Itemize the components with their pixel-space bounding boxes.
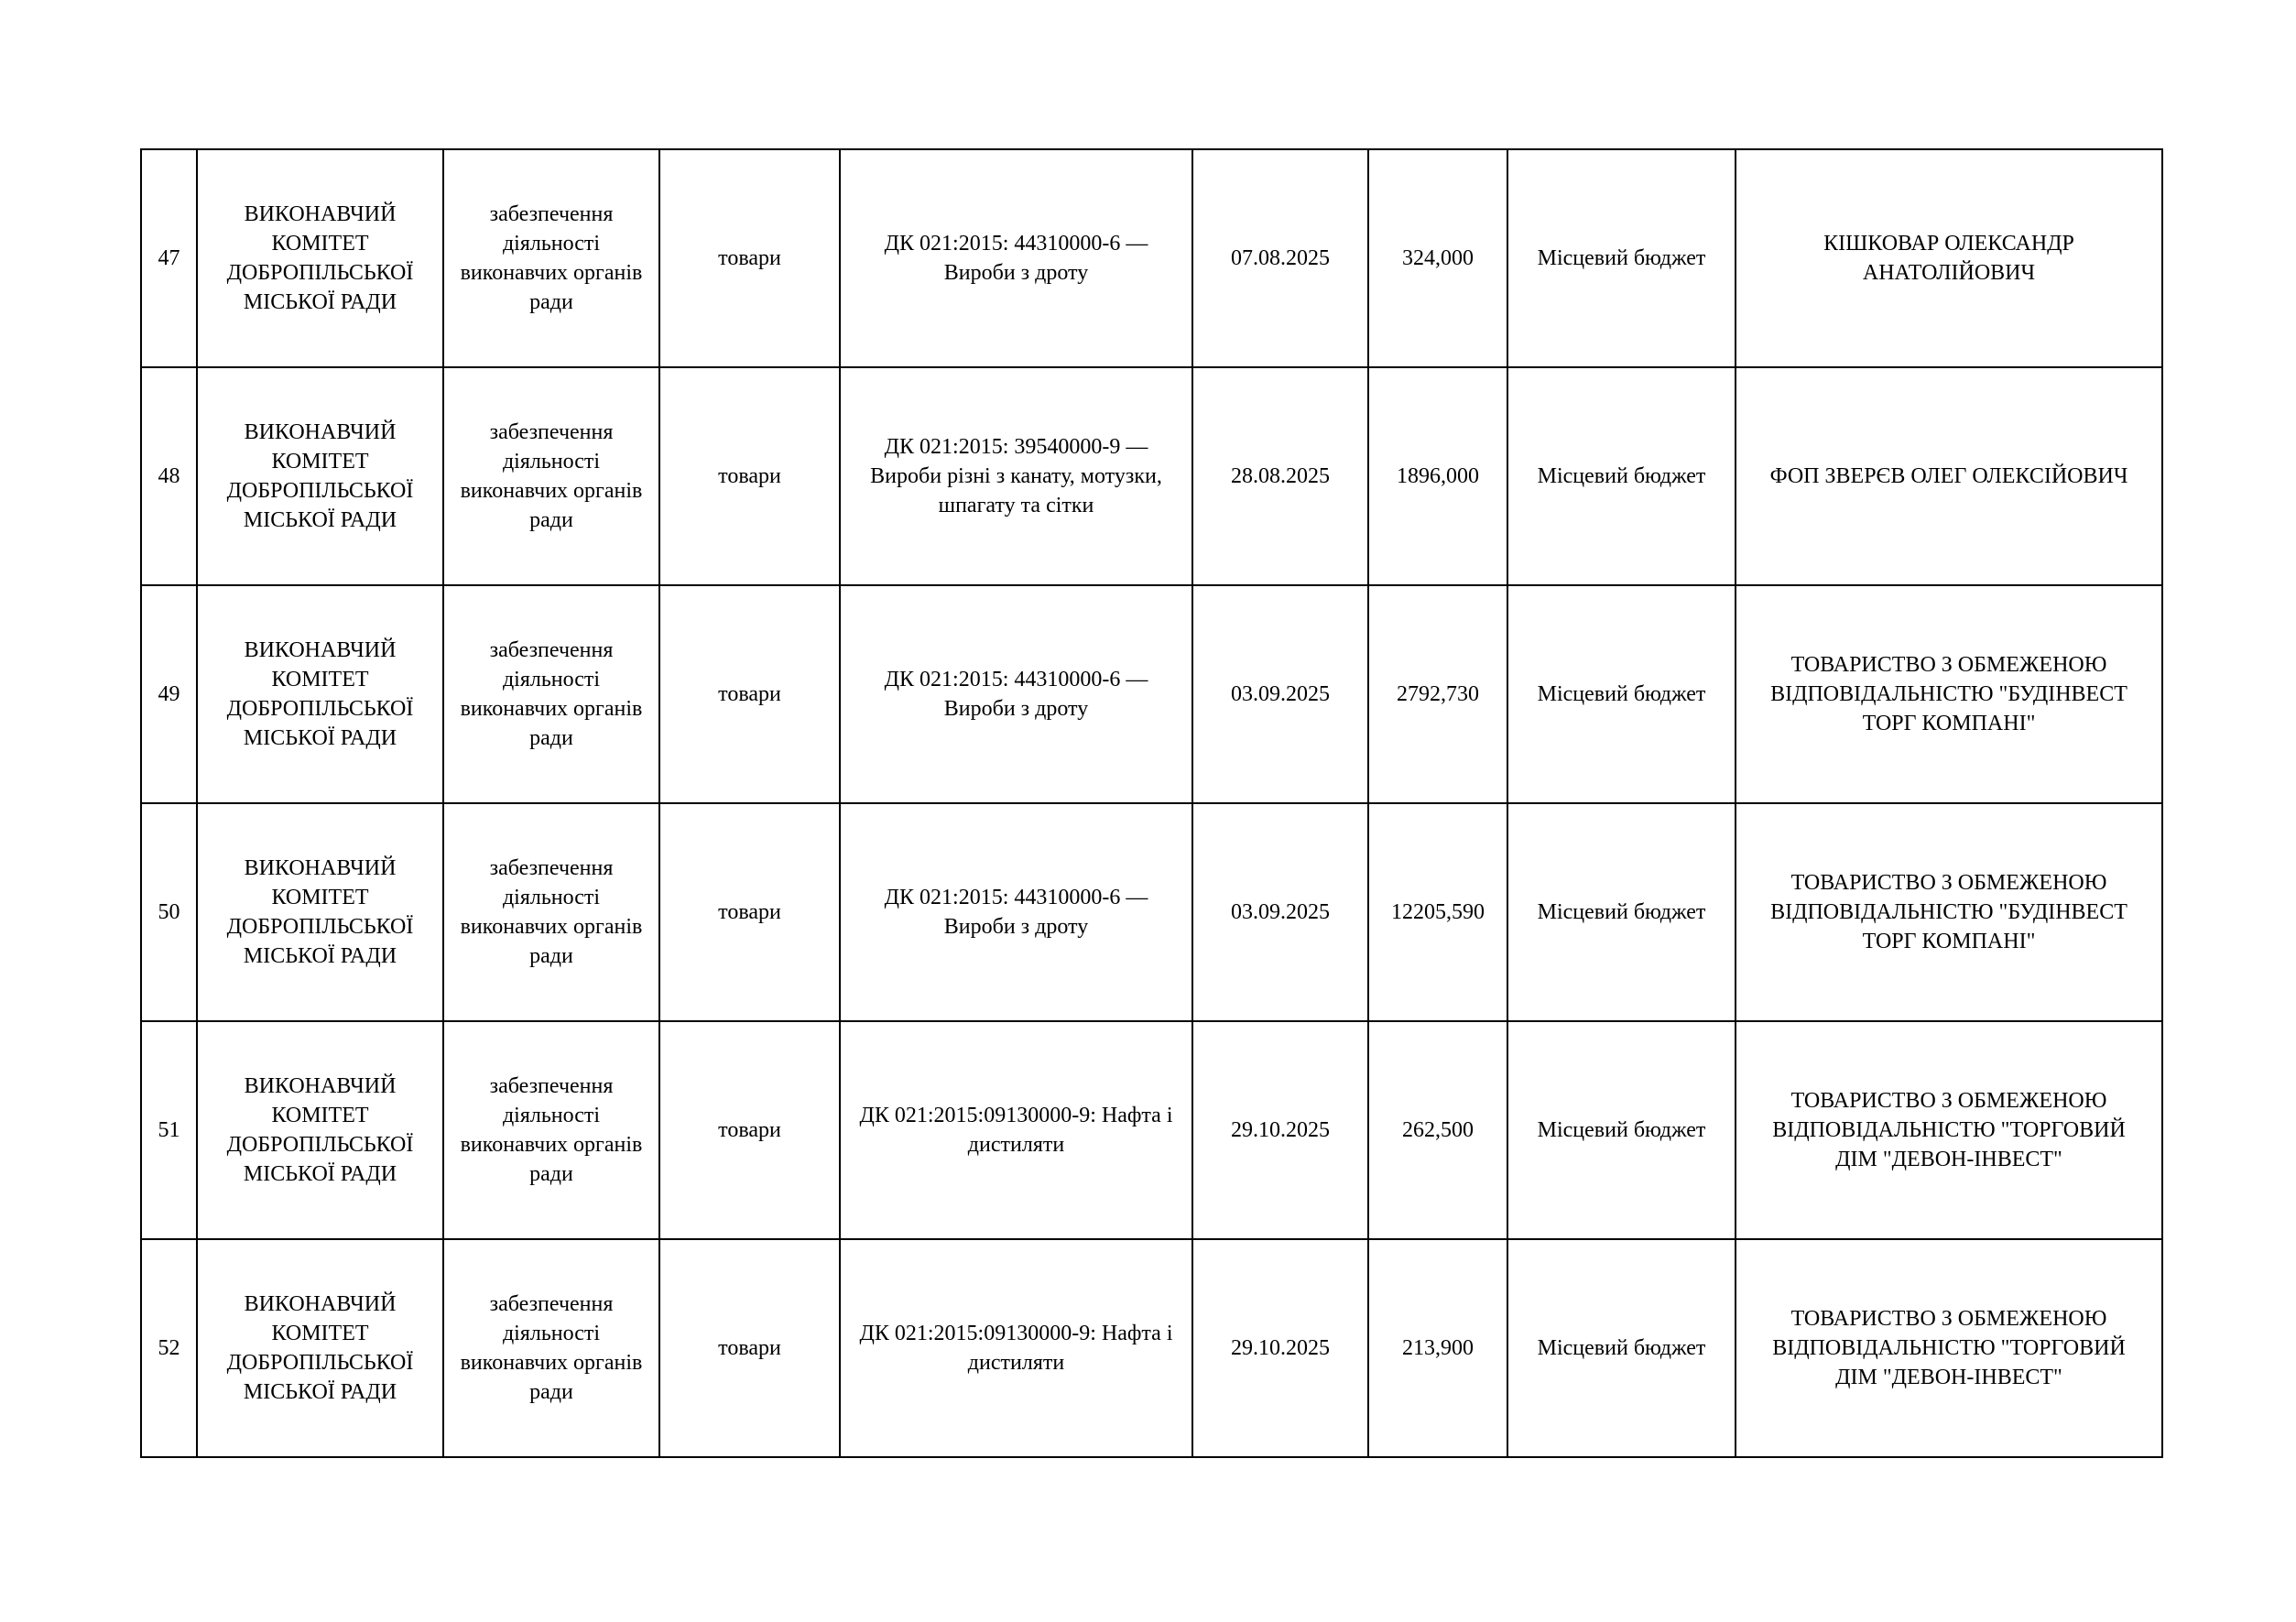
- funding-source-cell: Місцевий бюджет: [1507, 149, 1736, 367]
- subject-code-cell: ДК 021:2015:09130000-9: Нафта і дистиляти: [840, 1239, 1192, 1457]
- supplier-cell: КІШКОВАР ОЛЕКСАНДР АНАТОЛІЙОВИЧ: [1736, 149, 2162, 367]
- supplier-cell: ТОВАРИСТВО З ОБМЕЖЕНОЮ ВІДПОВІДАЛЬНІСТЮ "ТОРГОВИЙ ДІМ "ДЕВОН-ІНВЕСТ": [1736, 1021, 2162, 1239]
- amount-cell: 12205,590: [1368, 803, 1507, 1021]
- procurement-type-cell: товари: [659, 149, 840, 367]
- table-row: [141, 585, 2162, 803]
- table-row: [141, 803, 2162, 1021]
- subject-code-cell: ДК 021:2015: 44310000-6 — Вироби з дроту: [840, 149, 1192, 367]
- supplier-cell: ТОВАРИСТВО З ОБМЕЖЕНОЮ ВІДПОВІДАЛЬНІСТЮ "БУДІНВЕСТ ТОРГ КОМПАНІ": [1736, 803, 2162, 1021]
- subject-code-cell: ДК 021:2015:09130000-9: Нафта і дистиляти: [840, 1021, 1192, 1239]
- procurement-type-cell: товари: [659, 1239, 840, 1457]
- row-number-cell: 49: [141, 585, 197, 803]
- row-number-cell: 51: [141, 1021, 197, 1239]
- row-number-cell: 48: [141, 367, 197, 585]
- table-row: [141, 367, 2162, 585]
- row-number-cell: 50: [141, 803, 197, 1021]
- customer-cell: ВИКОНАВЧИЙ КОМІТЕТ ДОБРОПІЛЬСЬКОЇ МІСЬКОЇ РАДИ: [197, 1239, 443, 1457]
- supplier-cell: ТОВАРИСТВО З ОБМЕЖЕНОЮ ВІДПОВІДАЛЬНІСТЮ "БУДІНВЕСТ ТОРГ КОМПАНІ": [1736, 585, 2162, 803]
- table-row: [141, 1021, 2162, 1239]
- supplier-cell: ФОП ЗВЕРЄВ ОЛЕГ ОЛЕКСІЙОВИЧ: [1736, 367, 2162, 585]
- funding-source-cell: Місцевий бюджет: [1507, 585, 1736, 803]
- date-cell: 29.10.2025: [1192, 1239, 1368, 1457]
- purpose-cell: забезпечення діяльності виконавчих органів ради: [443, 367, 659, 585]
- customer-cell: ВИКОНАВЧИЙ КОМІТЕТ ДОБРОПІЛЬСЬКОЇ МІСЬКОЇ РАДИ: [197, 803, 443, 1021]
- subject-code-cell: ДК 021:2015: 39540000-9 — Вироби різні з канату, мотузки, шпагату та сітки: [840, 367, 1192, 585]
- date-cell: 03.09.2025: [1192, 585, 1368, 803]
- purpose-cell: забезпечення діяльності виконавчих органів ради: [443, 149, 659, 367]
- table-row: [141, 1239, 2162, 1457]
- date-cell: 28.08.2025: [1192, 367, 1368, 585]
- table-row: [141, 149, 2162, 367]
- procurement-type-cell: товари: [659, 1021, 840, 1239]
- procurement-type-cell: товари: [659, 803, 840, 1021]
- amount-cell: 262,500: [1368, 1021, 1507, 1239]
- purpose-cell: забезпечення діяльності виконавчих органів ради: [443, 1021, 659, 1239]
- table-body: [141, 149, 2162, 1457]
- procurement-type-cell: товари: [659, 585, 840, 803]
- date-cell: 07.08.2025: [1192, 149, 1368, 367]
- amount-cell: 324,000: [1368, 149, 1507, 367]
- amount-cell: 213,900: [1368, 1239, 1507, 1457]
- customer-cell: ВИКОНАВЧИЙ КОМІТЕТ ДОБРОПІЛЬСЬКОЇ МІСЬКОЇ РАДИ: [197, 1021, 443, 1239]
- funding-source-cell: Місцевий бюджет: [1507, 1239, 1736, 1457]
- amount-cell: 1896,000: [1368, 367, 1507, 585]
- subject-code-cell: ДК 021:2015: 44310000-6 — Вироби з дроту: [840, 585, 1192, 803]
- customer-cell: ВИКОНАВЧИЙ КОМІТЕТ ДОБРОПІЛЬСЬКОЇ МІСЬКОЇ РАДИ: [197, 367, 443, 585]
- customer-cell: ВИКОНАВЧИЙ КОМІТЕТ ДОБРОПІЛЬСЬКОЇ МІСЬКОЇ РАДИ: [197, 585, 443, 803]
- row-number-cell: 47: [141, 149, 197, 367]
- purpose-cell: забезпечення діяльності виконавчих органів ради: [443, 1239, 659, 1457]
- supplier-cell: ТОВАРИСТВО З ОБМЕЖЕНОЮ ВІДПОВІДАЛЬНІСТЮ "ТОРГОВИЙ ДІМ "ДЕВОН-ІНВЕСТ": [1736, 1239, 2162, 1457]
- subject-code-cell: ДК 021:2015: 44310000-6 — Вироби з дроту: [840, 803, 1192, 1021]
- purpose-cell: забезпечення діяльності виконавчих органів ради: [443, 585, 659, 803]
- amount-cell: 2792,730: [1368, 585, 1507, 803]
- procurement-type-cell: товари: [659, 367, 840, 585]
- row-number-cell: 52: [141, 1239, 197, 1457]
- purpose-cell: забезпечення діяльності виконавчих органів ради: [443, 803, 659, 1021]
- date-cell: 03.09.2025: [1192, 803, 1368, 1021]
- customer-cell: ВИКОНАВЧИЙ КОМІТЕТ ДОБРОПІЛЬСЬКОЇ МІСЬКОЇ РАДИ: [197, 149, 443, 367]
- funding-source-cell: Місцевий бюджет: [1507, 367, 1736, 585]
- procurement-table: [140, 148, 2163, 1458]
- funding-source-cell: Місцевий бюджет: [1507, 803, 1736, 1021]
- funding-source-cell: Місцевий бюджет: [1507, 1021, 1736, 1239]
- date-cell: 29.10.2025: [1192, 1021, 1368, 1239]
